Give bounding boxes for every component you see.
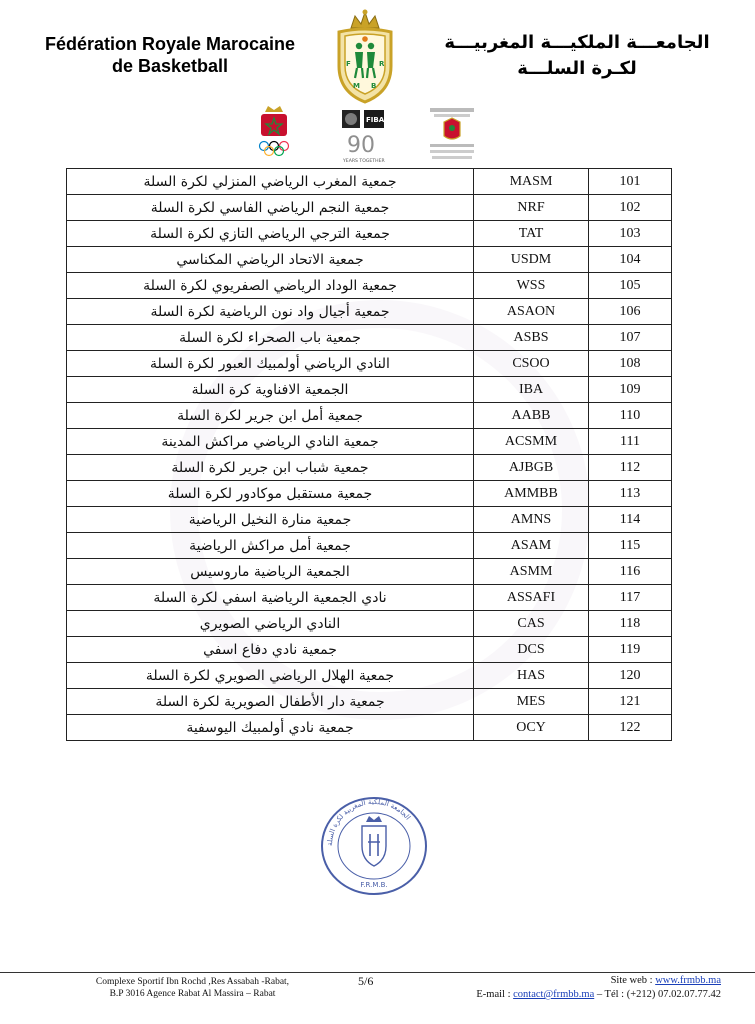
table-row [67, 455, 672, 481]
table-row [67, 429, 672, 455]
table-row [67, 221, 672, 247]
table-row [67, 481, 672, 507]
club-code-cell: ACSMM [474, 429, 589, 455]
club-name-cell [67, 351, 474, 377]
telephone: – Tél : (+212) 07.02.07.77.42 [594, 989, 721, 1000]
club-number-cell: 119 [589, 637, 672, 663]
federation-name-arabic [437, 30, 717, 82]
moroccan-olympic-committee-logo [253, 104, 295, 160]
table-row [67, 325, 672, 351]
table-row [67, 351, 672, 377]
federation-name-ar-line2: لكـرة السلـــة [517, 58, 637, 79]
table-row [67, 403, 672, 429]
ministry-logo [424, 106, 480, 162]
address-line2: B.P 3016 Agence Rabat Al Massira – Rabat [109, 989, 276, 999]
club-number-cell: 109 [589, 377, 672, 403]
club-name: جمعية الهلال الرياضي الصويري لكرة السلة [145, 667, 395, 684]
fiba-label: FIBA [366, 116, 385, 124]
fiba-90-logo [340, 108, 386, 164]
fiba-90-text: 90 [347, 133, 375, 158]
club-code-cell: HAS [474, 663, 589, 689]
stamp-bottom-text: F.R.M.B. [360, 881, 388, 889]
footer-divider [0, 972, 755, 973]
club-name: جمعية باب الصحراء لكرة السلة [179, 329, 361, 346]
club-name: النادي الرياضي الصويري [199, 615, 341, 632]
club-name-cell [67, 403, 474, 429]
club-number-cell: 120 [589, 663, 672, 689]
club-name-cell [67, 715, 474, 741]
svg-text:M: M [353, 82, 360, 90]
club-number-cell: 108 [589, 351, 672, 377]
club-name: نادي الجمعية الرياضية اسفي لكرة السلة [153, 589, 387, 606]
club-name-cell [67, 429, 474, 455]
club-name-cell [67, 533, 474, 559]
club-code-cell: AABB [474, 403, 589, 429]
club-code-cell: ASAM [474, 533, 589, 559]
club-name: جمعية أجيال واد نون الرياضية لكرة السلة [150, 303, 390, 320]
club-name-cell [67, 299, 474, 325]
club-name: جمعية المغرب الرياضي المنزلي لكرة السلة [143, 173, 397, 190]
club-code-cell: MASM [474, 169, 589, 195]
club-code-cell: USDM [474, 247, 589, 273]
table-row [67, 585, 672, 611]
club-number-cell: 121 [589, 689, 672, 715]
club-name: جمعية النجم الرياضي الفاسي لكرة السلة [150, 199, 390, 216]
club-code-cell: WSS [474, 273, 589, 299]
table-row [67, 663, 672, 689]
club-name: جمعية منارة النخيل الرياضية [188, 511, 352, 528]
club-name: الجمعية الافناوية كرة السلة [191, 381, 349, 398]
club-code-cell: ASMM [474, 559, 589, 585]
stamp-ring-text: الجامعة الملكية المغربية لكرة السلة [325, 797, 412, 847]
table-row [67, 247, 672, 273]
club-code-cell: TAT [474, 221, 589, 247]
official-stamp [318, 794, 430, 898]
club-code-cell: IBA [474, 377, 589, 403]
club-name: جمعية نادي أولمبيك اليوسفية [186, 719, 354, 736]
page-number: 5/6 [358, 974, 374, 988]
svg-text:R: R [379, 60, 385, 68]
club-number-cell: 116 [589, 559, 672, 585]
club-code-cell: AMNS [474, 507, 589, 533]
club-number-cell: 113 [589, 481, 672, 507]
club-name-cell [67, 195, 474, 221]
table-row [67, 689, 672, 715]
club-number-cell: 112 [589, 455, 672, 481]
federation-name-french [20, 33, 320, 77]
table-row [67, 715, 672, 741]
club-name-cell [67, 221, 474, 247]
club-name: جمعية الوداد الرياضي الصفريوي لكرة السلة [143, 277, 397, 294]
club-number-cell: 102 [589, 195, 672, 221]
club-name-cell [67, 377, 474, 403]
club-name: جمعية الاتحاد الرياضي المكناسي [176, 251, 364, 268]
club-number-cell: 110 [589, 403, 672, 429]
email-link[interactable]: contact@frmbb.ma [513, 989, 595, 1000]
clubs-table [66, 168, 672, 741]
club-name-cell [67, 455, 474, 481]
club-code-cell: AMMBB [474, 481, 589, 507]
club-code-cell: AJBGB [474, 455, 589, 481]
club-name-cell [67, 247, 474, 273]
club-number-cell: 122 [589, 715, 672, 741]
table-row [67, 611, 672, 637]
club-name: النادي الرياضي أولمبيك العبور لكرة السلة [150, 355, 390, 372]
club-name-cell [67, 637, 474, 663]
email-label: E-mail : [476, 989, 514, 1000]
club-number-cell: 118 [589, 611, 672, 637]
table-row [67, 169, 672, 195]
club-name: جمعية النادي الرياضي مراكش المدينة [161, 433, 379, 450]
svg-text:F: F [346, 60, 351, 68]
club-name: جمعية شباب ابن جرير لكرة السلة [171, 459, 369, 476]
club-name: جمعية مستقبل موكادور لكرة السلة [167, 485, 373, 502]
footer-contact [476, 974, 721, 1002]
club-name: جمعية أمل ابن جرير لكرة السلة [177, 407, 363, 424]
contact-line [476, 988, 721, 1002]
club-number-cell: 105 [589, 273, 672, 299]
table-row [67, 533, 672, 559]
table-row [67, 299, 672, 325]
federation-name-ar-line1: الجامعـــة الملكيـــة المغربيـــة [444, 32, 710, 53]
table-row [67, 507, 672, 533]
club-name-cell [67, 481, 474, 507]
table-row [67, 273, 672, 299]
club-number-cell: 106 [589, 299, 672, 325]
club-name-cell [67, 585, 474, 611]
club-name: الجمعية الرياضية ماروسيس [190, 563, 350, 580]
club-number-cell: 101 [589, 169, 672, 195]
club-number-cell: 104 [589, 247, 672, 273]
club-number-cell: 111 [589, 429, 672, 455]
address-line1: Complexe Sportif Ibn Rochd ,Res Assabah -Rabat, [95, 977, 290, 987]
federation-name-fr-line2: de Basketball [111, 56, 229, 76]
club-name-cell [67, 273, 474, 299]
club-name-cell [67, 169, 474, 195]
website-label: Site web : [610, 975, 653, 986]
club-number-cell: 107 [589, 325, 672, 351]
club-code-cell: OCY [474, 715, 589, 741]
club-code-cell: MES [474, 689, 589, 715]
club-name: جمعية دار الأطفال الصويرية لكرة السلة [155, 693, 385, 710]
club-number-cell: 115 [589, 533, 672, 559]
table-row [67, 637, 672, 663]
club-name-cell [67, 663, 474, 689]
club-name: جمعية أمل مراكش الرياضية [189, 537, 351, 554]
federation-name-fr-line1: Fédération Royale Marocaine [44, 34, 296, 54]
club-code-cell: NRF [474, 195, 589, 221]
club-name-cell [67, 689, 474, 715]
club-number-cell: 103 [589, 221, 672, 247]
club-name-cell [67, 325, 474, 351]
frmb-logo [331, 6, 399, 106]
club-name-cell [67, 507, 474, 533]
table-row [67, 559, 672, 585]
club-name: جمعية نادي دفاع اسفي [203, 641, 337, 658]
svg-text:B: B [371, 82, 377, 90]
club-name-cell [67, 559, 474, 585]
website-link[interactable]: www.frmbb.ma [655, 975, 721, 986]
footer-address [70, 976, 315, 1000]
club-code-cell: CSOO [474, 351, 589, 377]
club-number-cell: 114 [589, 507, 672, 533]
club-code-cell: DCS [474, 637, 589, 663]
club-code-cell: ASSAFI [474, 585, 589, 611]
club-number-cell: 117 [589, 585, 672, 611]
club-code-cell: CAS [474, 611, 589, 637]
club-name: جمعية الترجي الرياضي التازي لكرة السلة [150, 225, 390, 242]
table-row [67, 377, 672, 403]
table-row [67, 195, 672, 221]
club-name-cell [67, 611, 474, 637]
website-line [476, 974, 721, 988]
fiba-slogan: YEARS TOGETHER [343, 159, 385, 164]
club-code-cell: ASBS [474, 325, 589, 351]
club-code-cell: ASAON [474, 299, 589, 325]
